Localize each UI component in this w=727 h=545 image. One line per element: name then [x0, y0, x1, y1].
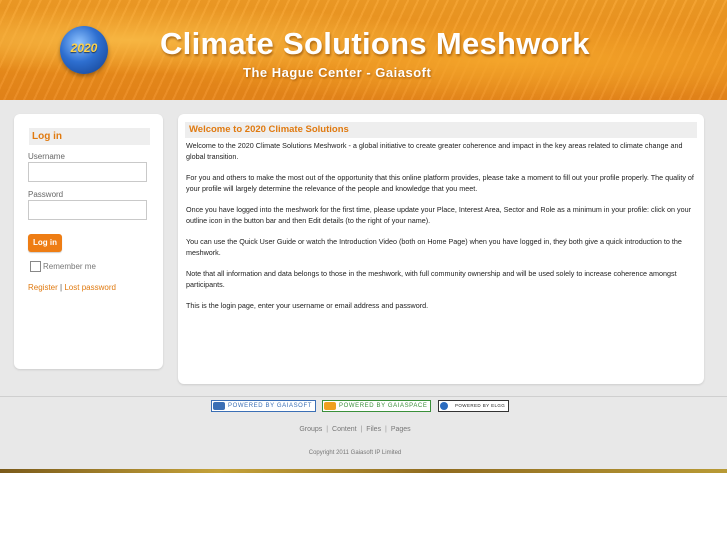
logo-text: 2020: [70, 41, 98, 55]
footer-divider: [0, 396, 727, 397]
login-panel: [14, 114, 163, 369]
bottom-decoration-strip: [0, 469, 727, 473]
gaiasoft-badge[interactable]: [211, 400, 316, 412]
gaiasoft-badge-label: POWERED BY GAIASOFT: [228, 403, 312, 409]
login-button[interactable]: Log in: [28, 234, 62, 252]
footer-link-groups[interactable]: Groups: [299, 426, 323, 433]
footer-link-files[interactable]: Files: [366, 426, 382, 433]
welcome-panel: [178, 114, 704, 384]
footer-nav-separator: |: [326, 426, 329, 433]
gaiaspace-badge[interactable]: [322, 400, 431, 412]
site-header: [0, 0, 727, 100]
elgg-badge[interactable]: [438, 400, 509, 412]
footer-nav-separator: |: [385, 426, 387, 433]
remember-me-checkbox[interactable]: [30, 261, 41, 272]
gaiaspace-logo-icon: [324, 402, 336, 410]
lost-password-link[interactable]: Lost password: [64, 283, 116, 292]
password-input[interactable]: [28, 200, 147, 220]
user-guide-paragraph: You can use the Quick User Guide or watch the Introduction Video (both on Home Page) when you have logged in, they both give a quick introduction to the meshwork.: [186, 237, 682, 257]
welcome-body: [186, 141, 696, 323]
globe-logo-icon[interactable]: [60, 26, 108, 74]
gaiaspace-badge-label: POWERED BY GAIASPACE: [339, 403, 428, 409]
site-subtitle: The Hague Center - Gaiasoft: [243, 65, 432, 80]
login-instructions-paragraph: This is the login page, enter your username or email address and password.: [186, 301, 429, 310]
footer-nav-separator: |: [360, 426, 363, 433]
site-title: Climate Solutions Meshwork: [160, 26, 590, 61]
welcome-heading: Welcome to 2020 Climate Solutions: [185, 122, 697, 138]
login-heading: Log in: [29, 128, 150, 145]
remember-me-label[interactable]: Remember me: [43, 262, 96, 271]
account-links: [28, 283, 116, 292]
elgg-badge-label: POWERED BY ELGG: [455, 403, 506, 408]
welcome-paragraph: Welcome to the 2020 Climate Solutions Meshwork - a global initiative to create greater coherence and impact in the key areas related to climate change and global transition.: [186, 141, 683, 161]
data-ownership-paragraph: Note that all information and data belongs to those in the meshwork, with full community ownership and will be used solely to increase coherence amongst participants.: [186, 269, 677, 289]
link-separator: |: [60, 283, 63, 292]
footer-link-pages[interactable]: Pages: [390, 426, 411, 433]
copyright-notice: Copyright 2011 Gaiasoft IP Limited: [308, 450, 402, 456]
username-input[interactable]: [28, 162, 147, 182]
footer-nav: [0, 426, 710, 433]
first-login-paragraph: Once you have logged into the meshwork for the first time, please update your Place, Interest Area, Sector and Role as a minimum in your profile: click on your outline icon in the button bar and then Edit details (to the right of your name).: [186, 205, 691, 225]
username-label: Username: [28, 152, 65, 161]
gaiasoft-logo-icon: [213, 402, 225, 410]
elgg-logo-icon: [440, 402, 448, 410]
register-link[interactable]: Register: [28, 283, 58, 292]
footer-link-content[interactable]: Content: [332, 426, 357, 433]
password-label: Password: [28, 190, 64, 199]
profile-paragraph: For you and others to make the most out of the opportunity that this online platform provides, please take a moment to fill out your profile properly. The quality of your profile will largely determine the relevance of the people and knowledge that you meet.: [186, 173, 694, 193]
